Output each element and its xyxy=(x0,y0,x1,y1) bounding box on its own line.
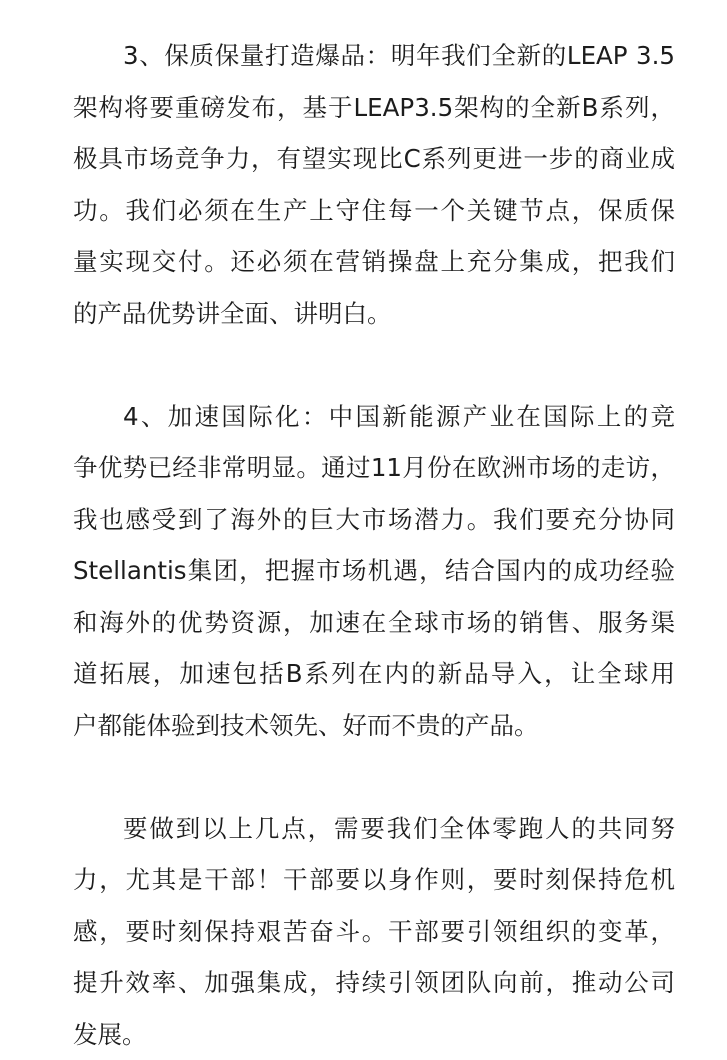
paragraph-line: 感，要时刻保持艰苦奋斗。干部要引领组织的变革， xyxy=(73,906,675,958)
paragraph-line: 力，尤其是干部！干部要以身作则，要时刻保持危机 xyxy=(73,854,675,906)
paragraph-cadre-responsibility xyxy=(73,803,675,1060)
paragraph-line: 量实现交付。还必须在营销操盘上充分集成，把我们 xyxy=(73,236,675,288)
paragraph-line: Stellantis集团，把握市场机遇，结合国内的成功经验 xyxy=(73,545,675,597)
paragraph-line: 4、加速国际化：中国新能源产业在国际上的竞 xyxy=(73,391,675,443)
paragraph-line: 架构将要重磅发布，基于LEAP3.5架构的全新B系列， xyxy=(73,82,675,134)
paragraph-line: 发展。 xyxy=(73,1009,675,1060)
paragraph-line: 功。我们必须在生产上守住每一个关键节点，保质保 xyxy=(73,185,675,237)
paragraph-internationalization xyxy=(73,391,675,752)
paragraph-line: 极具市场竞争力，有望实现比C系列更进一步的商业成 xyxy=(73,133,675,185)
paragraph-line: 提升效率、加强集成，持续引领团队向前，推动公司 xyxy=(73,957,675,1009)
paragraph-line: 和海外的优势资源，加速在全球市场的销售、服务渠 xyxy=(73,597,675,649)
paragraph-quality-delivery xyxy=(73,30,675,339)
paragraph-line: 3、保质保量打造爆品：明年我们全新的LEAP 3.5 xyxy=(73,30,675,82)
paragraph-line: 户都能体验到技术领先、好而不贵的产品。 xyxy=(73,700,675,752)
document-body xyxy=(73,30,675,1060)
paragraph-line: 争优势已经非常明显。通过11月份在欧洲市场的走访， xyxy=(73,442,675,494)
paragraph-line: 的产品优势讲全面、讲明白。 xyxy=(73,288,675,340)
paragraph-line: 要做到以上几点，需要我们全体零跑人的共同努 xyxy=(73,803,675,855)
paragraph-line: 道拓展，加速包括B系列在内的新品导入，让全球用 xyxy=(73,648,675,700)
paragraph-line: 我也感受到了海外的巨大市场潜力。我们要充分协同 xyxy=(73,494,675,546)
